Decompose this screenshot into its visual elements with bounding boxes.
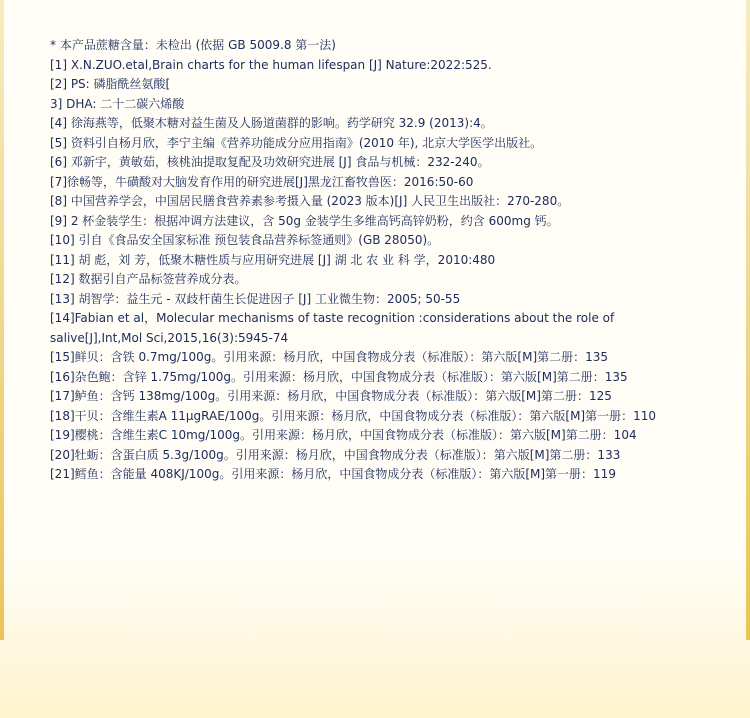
sucrose-note: * 本产品蔗糖含量：未检出 (依据 GB 5009.8 第一法): [50, 38, 336, 52]
reference-11: [11] 胡 彪，刘 芳，低聚木糖性质与应用研究进展 [J] 湖 北 农 业 科 学，2010:480: [50, 252, 496, 267]
reference-6: [6] 邓新宇，黄敏茹，核桃油提取复配及功效研究进展 [J] 食品与机械：232-240。: [50, 155, 490, 169]
reference-17: [17]鲈鱼：含钙 138mg/100g。引用来源：杨月欣，中国食物成分表（标准版）：第六版[M]第二册：125: [50, 389, 612, 403]
reference-14: [14]Fabian et al，Molecular mechanisms of taste recognition :considerations about the role of salive[J],Int,Mol Sci,2015,16(3):5945-74: [50, 311, 615, 345]
reference-3: 3] DHA: 二十二碳六烯酸: [50, 96, 185, 111]
reference-18: [18]干贝：含维生素A 11μgRAE/100g。引用来源：杨月欣，中国食物成分表（标准版）：第六版[M]第一册：110: [50, 408, 657, 423]
right-gold-border: [746, 0, 750, 640]
reference-1: [1] X.N.ZUO.etal,Brain charts for the human lifespan [J] Nature:2022:525.: [50, 57, 492, 72]
reference-9: [9] 2 杯金装学生：根据冲调方法建议，含 50g 金装学生多维高钙高锌奶粉，约含 600mg 钙。: [50, 213, 559, 228]
reference-15: [15]鲜贝：含铁 0.7mg/100g。引用来源：杨月欣，中国食物成分表（标准版）：第六版[M]第二册：135: [50, 350, 609, 364]
reference-10: [10] 引自《食品安全国家标准 预包装食品营养标签通则》(GB 28050)。: [50, 233, 440, 247]
reference-20: [20]牡蛎：含蛋白质 5.3g/100g。引用来源：杨月欣，中国食物成分表（标准版）：第六版[M]第二册：133: [50, 447, 621, 462]
reference-4: [4] 徐海燕等，低聚木糖对益生菌及人肠道菌群的影响。药学研究 32.9 (2013):4。: [50, 116, 493, 130]
reference-12: [12] 数据引自产品标签营养成分表。: [50, 272, 247, 286]
reference-19: [19]樱桃：含维生素C 10mg/100g。引用来源：杨月欣，中国食物成分表（标准版）：第六版[M]第二册：104: [50, 428, 637, 442]
reference-8: [8] 中国营养学会，中国居民膳食营养素参考摄入量 (2023 版本)[J] 人民卫生出版社：270-280。: [50, 194, 570, 208]
reference-21: [21]鳕鱼：含能量 408KJ/100g。引用来源：杨月欣，中国食物成分表（标准版）：第六版[M]第一册：119: [50, 467, 616, 481]
left-gold-border: [0, 0, 4, 640]
reference-5: [5] 资料引自杨月欣，李宁主编《营养功能成分应用指南》(2010 年), 北京大学医学出版社。: [50, 135, 543, 150]
reference-2: [2] PS: 磷脂酰丝氨酸[: [50, 77, 171, 91]
reference-16: [16]杂色鲍：含锌 1.75mg/100g。引用来源：杨月欣，中国食物成分表（标准版）：第六版[M]第二册：135: [50, 369, 628, 384]
reference-7: [7]徐畅等，牛磺酸对大脑发育作用的研究进展[J]黑龙江畜牧兽医：2016:50-60: [50, 174, 474, 189]
reference-13: [13] 胡智学：益生元 - 双歧杆菌生长促进因子 [J] 工业微生物：2005; 50-55: [50, 291, 461, 306]
